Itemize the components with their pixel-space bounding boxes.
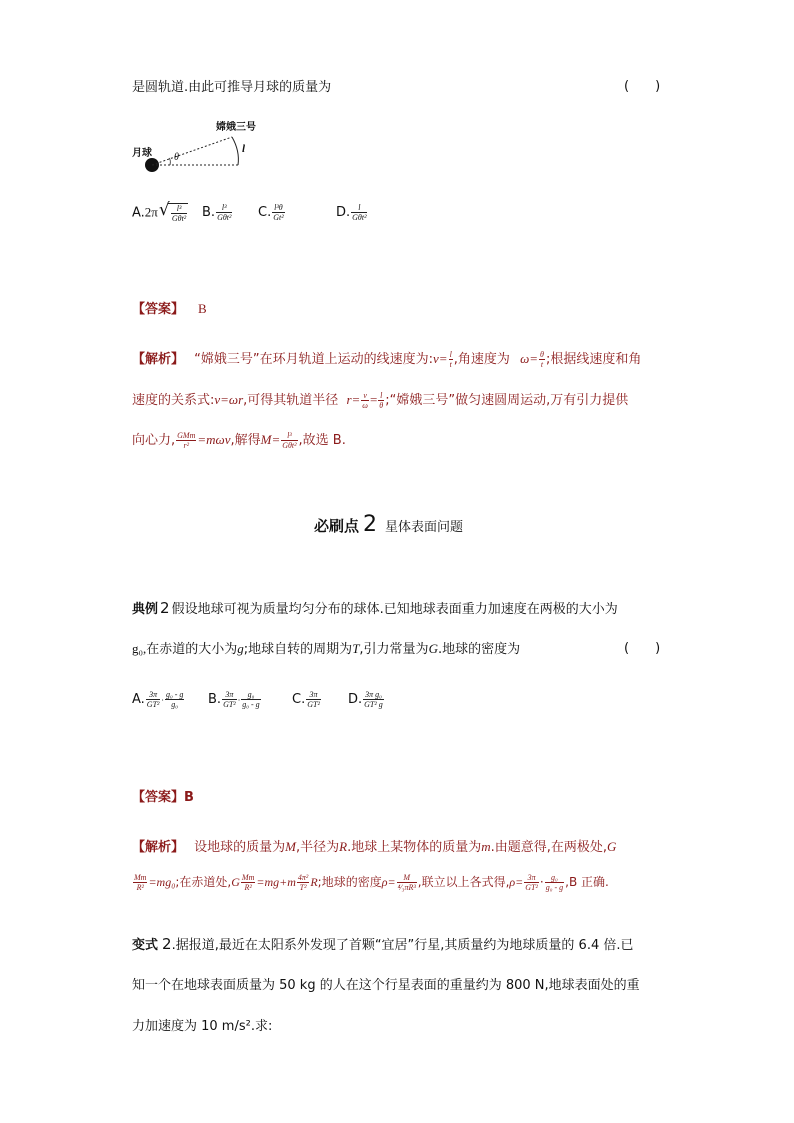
q2-analysis-line2 [132,873,609,892]
q2-analysis-line1 [132,836,616,855]
example-label: 典例 [132,602,159,617]
q2-stem-line1 [132,598,618,617]
text: ;地球的密度 [317,875,382,889]
q1-analysis-line3 [132,429,346,450]
arc-label: l [242,143,246,155]
frac-den: g₀ [171,700,179,709]
q1-option-a [132,203,188,223]
text: ,可得其轨道半径 [243,393,339,408]
q1-option-d [336,203,368,222]
frac-den: Gθt² [171,214,187,223]
math: T [352,641,360,656]
frac-num: g₀ [241,690,260,700]
frac-den: Gθt² [282,441,297,450]
option-prefix: C. [258,205,272,220]
frac-den: R² [136,883,144,892]
frac-den: T² [299,883,307,892]
math: =mωv [197,432,231,447]
text: g₀,在赤道的大小为 [132,641,238,656]
frac-num: 3π [524,873,539,883]
math: ρ= [509,875,524,889]
math: G [231,875,240,889]
text: ,引力常量为 [359,642,429,657]
math: r= [346,392,361,407]
section-prefix: 必刷点 [314,517,360,535]
text: ,B 正确. [565,875,609,889]
frac-den: Gt² [273,213,284,222]
answer-label: 【答案】 [132,302,185,317]
option-prefix: C. [292,692,306,707]
frac-num: l³ [281,431,297,441]
frac-num: θ [540,350,544,359]
q2-option-b: B. $\frac{3\pi}{\text{GT²}}$ · $\frac{\text{g₀}}{\text{g₀ - g}}$ [208,690,260,709]
text: .地球上某物体的质量为 [347,840,482,855]
section-number: 2 [363,512,378,537]
math: R [339,839,348,854]
q1-option-c [258,203,286,222]
frac-den: GT² [525,883,538,892]
q2-answer: 【答案】B [132,790,194,805]
frac-num: 3π [306,690,321,700]
frac-den: GT² g [364,700,383,709]
option-prefix: A. [132,692,145,707]
orbit-diagram [130,115,270,175]
text: 设地球的质量为 [194,840,286,855]
text: ;根据线速度和角 [545,352,642,367]
text: ,故选 B. [298,433,346,448]
section-heading [314,512,463,537]
angle-label: θ [174,152,179,163]
math: G [428,641,438,656]
option-prefix: B. [202,205,216,220]
text: ;“嫦娥三号”做匀速圆周运动,万有引力提供 [385,393,629,408]
math: R [310,875,318,889]
frac-den: GT² [146,700,160,709]
q1-analysis-line1 [132,348,641,369]
frac-num: l³θ [274,203,283,212]
text: ;地球自转的周期为 [243,642,353,657]
frac-den: Gθt² [352,213,367,222]
example-number: 2 [160,599,170,617]
text: ;在赤道处, [175,875,232,889]
frac-num: l [449,350,452,359]
frac-num: l [380,391,383,400]
math: v= [433,351,448,366]
text: ,半径为 [296,840,340,855]
frac-num: 3π [222,690,237,700]
arc-path [232,137,238,165]
text: .由题意得,在两极处, [490,840,608,855]
probe-label: 嫦娥三号 [216,122,256,133]
option-prefix: B. [208,692,222,707]
q2-stem-line2 [132,638,520,657]
answer-value: B [198,301,207,316]
frac-den: g₀ - g [545,883,564,892]
math: M [285,839,297,854]
text: .据报道,最近在太阳系外发现了首颗“宜居”行星,其质量约为地球质量的 6.4 倍.已 [171,938,634,953]
frac-num: l³ [216,203,232,213]
v2-line1 [132,934,634,953]
v2-line2: 知一个在地球表面质量为 50 kg 的人在这个行星表面的重量约为 800 N,地球表面处的重 [132,978,640,993]
variant-label: 变式 [132,938,159,953]
q1-answer-paren: ( ) [624,79,661,94]
frac-num: Mm [134,873,147,882]
math: G [607,839,617,854]
frac-num: 3π g₀ [365,690,382,699]
math: ρ= [381,875,396,889]
option-prefix: A. [132,205,145,221]
frac-den: ⁴⁄₃πR³ [397,883,416,892]
q1-answer [132,298,207,317]
q2-option-c [292,690,322,709]
frac-num: 3π [146,690,161,700]
text: ,角速度为 [453,352,510,367]
frac-num: v [361,391,369,401]
radius-line-2 [152,137,232,165]
math: g [237,641,244,656]
frac-num: 4π² [297,873,309,882]
q2-option-d [348,690,385,709]
angle-arc [169,158,170,165]
q1-stem-line: 是圆轨道.由此可推导月球的质量为 [132,80,332,95]
q2-option-a: A. $\frac{3\pi}{\text{GT²}}$ · $\frac{\text{g₀ - g}}{\text{g₀}}$ [132,690,184,709]
sqrt [168,203,188,223]
option-prefix: D. [348,692,363,707]
option-prefix: D. [336,205,351,220]
frac-den: Gθt² [217,213,232,222]
math: ω= [520,351,539,366]
analysis-label: 【解析】 [132,352,185,367]
frac-den: ω [362,401,368,410]
analysis-label: 【解析】 [132,840,185,855]
frac-num: l [351,203,367,213]
q1-analysis-line2 [132,389,628,410]
q1-option-b [202,203,233,222]
text: 向心力, [132,433,176,448]
math: =mg+m [256,875,296,889]
text: 速度的关系式: [132,393,215,408]
frac-num: g₀ - g [165,690,184,699]
frac-den: θ [379,401,384,410]
math: m [481,839,491,854]
math: M= [260,432,281,447]
moon-label: 月球 [132,148,152,159]
frac-num: √ l³ [171,204,187,214]
frac-den: g₀ - g [242,700,260,709]
frac-den: R² [244,883,252,892]
frac-den: GT² [223,700,236,709]
math: v=ωr [214,392,244,407]
frac-num: g₀ [545,873,564,883]
frac-den: t [449,360,452,369]
section-title: 星体表面问题 [385,520,464,535]
variant-number: 2 [162,935,172,953]
v2-line3: 力加速度为 10 m/s².求: [132,1019,273,1034]
math: = [369,392,378,407]
text: .地球的密度为 [437,642,521,657]
option-coef: 2π [144,204,158,220]
math: · [539,875,544,889]
frac-den: r² [183,441,189,450]
frac-num: Mm [241,873,255,882]
q2-answer-paren: ( ) [624,641,661,656]
frac-num: M [397,873,417,883]
text: 假设地球可视为质量均匀分布的球体.已知地球表面重力加速度在两极的大小为 [171,602,618,617]
frac-den: GT² [307,700,320,709]
frac-den: t [540,360,544,369]
text: ,联立以上各式得, [417,875,510,889]
frac-num: GMm [177,431,196,440]
text: ,解得 [230,433,261,448]
math: =mg₀ [148,875,176,889]
text: “嫦娥三号”在环月轨道上运动的线速度为: [194,352,434,367]
